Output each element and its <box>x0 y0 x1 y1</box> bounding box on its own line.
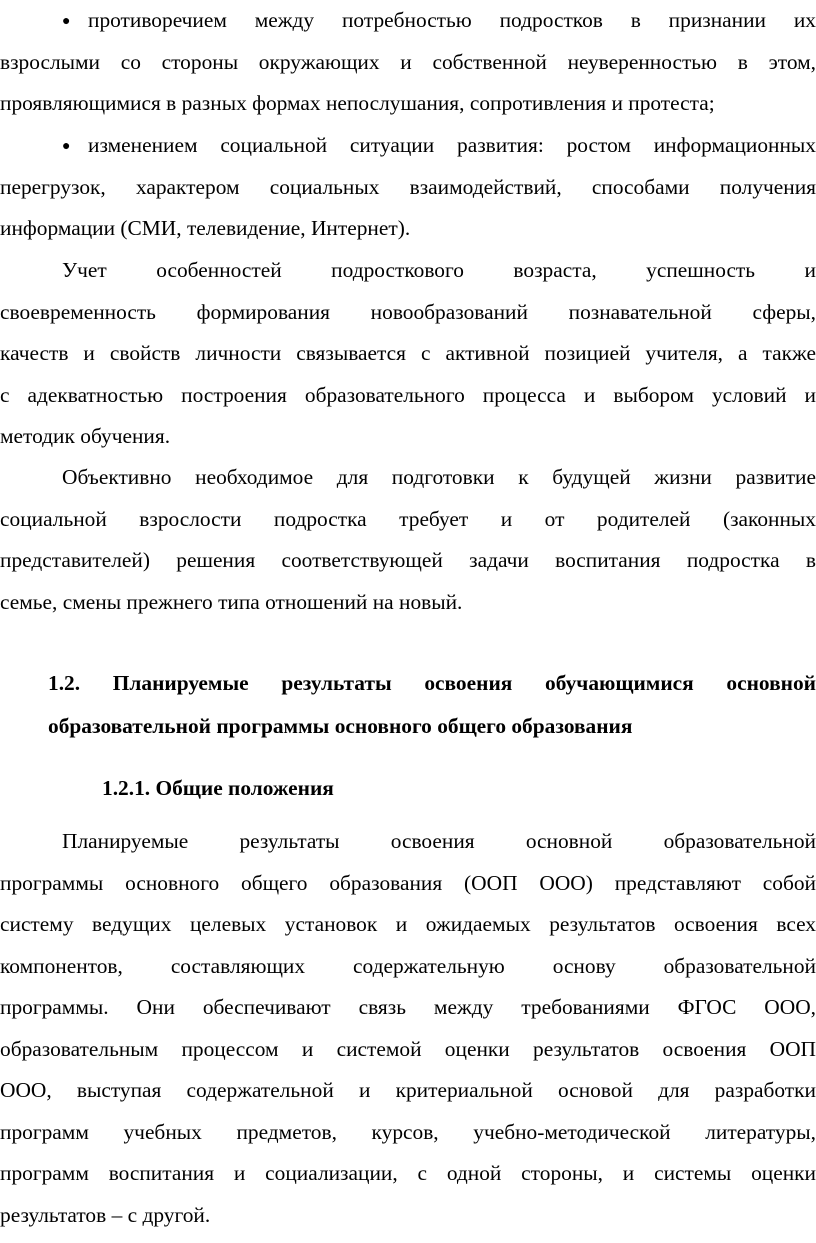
text-line: семье, смены прежнего типа отношений на новый. <box>0 589 463 614</box>
text-line: Объективно необходимое для подготовки к будущей жизни развитие <box>62 465 816 489</box>
text-line: ООО, выступая содержательной и критериальной основой для разработки <box>0 1078 816 1102</box>
text-line: программ учебных предметов, курсов, учебно-методической литературы, <box>0 1119 816 1144</box>
text-line: методик обучения. <box>0 424 171 448</box>
paragraph-1 <box>0 250 816 458</box>
heading-line: образовательной программы основного общего образования <box>48 714 633 738</box>
text-line: проявляющимися в разных формах непослушания, сопротивления и протеста; <box>0 91 715 115</box>
text-line: перегрузок, характером социальных взаимодействий, способами получения <box>0 174 816 199</box>
heading-line: 1.2.1. Общие положения <box>102 776 334 800</box>
section-heading <box>0 662 816 748</box>
bullet-icon: ● <box>62 139 71 154</box>
heading-line: 1.2. Планируемые результаты освоения обучающимися основной <box>48 671 816 695</box>
text-line: образовательным процессом и системой оценки результатов освоения ООП <box>0 1036 816 1061</box>
text-line: взрослыми со стороны окружающих и собственной неуверенностью в этом, <box>0 49 816 74</box>
text-line: информации (СМИ, телевидение, Интернет). <box>0 216 411 240</box>
text-line: изменением социальной ситуации развития: ростом информационных <box>88 133 816 157</box>
text-line: противоречием между потребностью подростков в признании их <box>88 8 816 32</box>
text-line: программ воспитания и социализации, с одной стороны, и системы оценки <box>0 1161 816 1185</box>
text-line: качеств и свойств личности связывается с активной позицией учителя, а также <box>0 341 816 365</box>
text-line: систему ведущих целевых установок и ожидаемых результатов освоения всех <box>0 912 816 936</box>
paragraph-2 <box>0 457 816 623</box>
bullet-icon: ● <box>62 14 71 29</box>
text-line: компонентов, составляющих содержательную основу образовательной <box>0 953 816 978</box>
text-line: с адекватностью построения образовательного процесса и выбором условий и <box>0 382 816 407</box>
text-line: программы основного общего образования (ООП ООО) представляют собой <box>0 870 816 895</box>
text-line: своевременность формирования новообразований познавательной сферы, <box>0 299 816 324</box>
text-line: представителей) решения соответствующей задачи воспитания подростка в <box>0 548 816 572</box>
text-line: Учет особенностей подросткового возраста, успешность и <box>62 258 816 282</box>
text-line: результатов – с другой. <box>0 1202 211 1227</box>
subsection-heading <box>0 768 816 810</box>
bullet-item-1 <box>0 0 816 125</box>
paragraph-3 <box>0 821 816 1236</box>
bullet-line <box>0 0 816 42</box>
text-line: социальной взрослости подростка требует и от родителей (законных <box>0 506 816 531</box>
text-line: Планируемые результаты освоения основной образовательной <box>62 829 816 853</box>
text-line: программы. Они обеспечивают связь между требованиями ФГОС ООО, <box>0 995 816 1019</box>
bullet-item-2 <box>0 125 816 250</box>
bullet-line <box>0 125 816 167</box>
